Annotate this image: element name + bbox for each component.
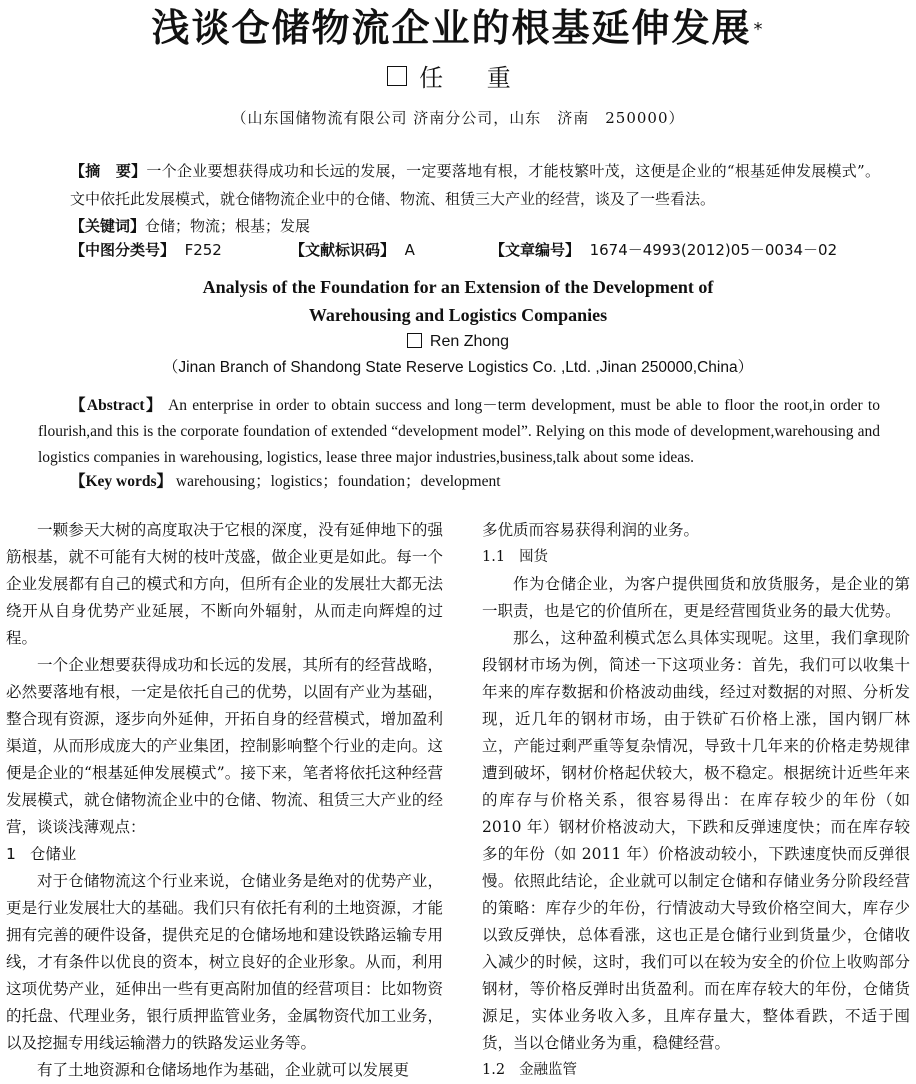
body-right-column bbox=[482, 517, 910, 1084]
article-label: 【文章编号】 bbox=[490, 241, 581, 259]
section-heading bbox=[6, 841, 443, 868]
clc-label: 【中图分类号】 bbox=[70, 241, 176, 259]
doc-label: 【文献标识码】 bbox=[290, 241, 396, 259]
english-author-box-icon bbox=[407, 333, 422, 348]
author-box-icon bbox=[387, 66, 407, 86]
body-paragraph: 多优质而容易获得利润的业务。 bbox=[482, 521, 700, 539]
abstract-cn bbox=[70, 157, 880, 213]
english-keywords-label: 【Key words】 bbox=[70, 473, 173, 490]
body-paragraph: 一个企业想要获得成功和长远的发展，其所有的经营战略，必然要落地有根，一定是依托自己的优势，以固有产业为基础，整合现有资源，逐步向外延伸，开拓自身的经营模式，增加盈利渠道，从而形成庞大的产业集团，控制影响整个行业的走向。这便是企业的“根基延伸发展模式”。接下来，笔者将依托这种经营发展模式，就仓储物流企业中的仓储、物流、租赁三大产业的经营，谈谈浅薄观点： bbox=[6, 656, 443, 836]
keywords-cn-text: 仓储；物流；根基；发展 bbox=[145, 217, 311, 235]
section-title: 仓储业 bbox=[29, 845, 77, 863]
english-title-line1: Analysis of the Foundation for an Extension of the Development of bbox=[202, 277, 714, 297]
body-paragraph: 对于仓储物流这个行业来说，仓储业务是绝对的优势产业，更是行业发展壮大的基础。我们只有依托有利的土地资源，才能拥有完善的硬件设备，提供充足的仓储场地和建设铁路运输专用线，才有条件以优良的资本，树立良好的企业形象。从而，利用这项优势产业，延伸出一些有更高附加值的经营项目：比如物资的托盘、代理业务，银行质押监管业务，金属物资代加工业务，以及挖掘专用线运输潜力的铁路发运业务等。 bbox=[6, 872, 443, 1052]
subsection-number: 1.2 bbox=[482, 1062, 506, 1078]
title-footnote-mark: * bbox=[753, 19, 765, 40]
section-number: 1 bbox=[6, 845, 16, 863]
subsection-number: 1.1 bbox=[482, 549, 506, 565]
english-keywords-text: warehousing；logistics；foundation；development bbox=[172, 473, 501, 490]
doc-code bbox=[290, 236, 415, 264]
keywords-cn-label: 【关键词】 bbox=[70, 217, 146, 235]
english-affiliation: （Jinan Branch of Shandong State Reserve Logistics Co. ,Ltd. ,Jinan 250000,China） bbox=[162, 359, 754, 376]
affiliation: （山东国储物流有限公司 济南分公司，山东 济南 250000） bbox=[231, 109, 685, 127]
article-value: 1674－4993(2012)05－0034－02 bbox=[589, 241, 838, 259]
abstract-cn-text: 一个企业要想获得成功和长远的发展，一定要落地有根，才能枝繁叶茂，这便是企业的“根基延伸发展模式”。文中依托此发展模式，就仓储物流企业中的仓储、物流、租赁三大产业的经营，谈及了一些看法。 bbox=[70, 162, 880, 208]
english-abstract bbox=[38, 393, 880, 471]
paper-title bbox=[0, 4, 916, 52]
english-author-name: Ren Zhong bbox=[429, 333, 510, 350]
clc-number bbox=[70, 236, 222, 264]
subsection-title: 囤货 bbox=[519, 549, 549, 565]
article-number bbox=[490, 236, 837, 264]
body-paragraph: 作为仓储企业，为客户提供囤货和放货服务，是企业的第一职责，也是它的价值所在，更是经营囤货业务的最大优势。 bbox=[482, 575, 910, 620]
english-author-line bbox=[0, 330, 916, 354]
body-paragraph: 有了土地资源和仓储场地作为基础，企业就可以发展更 bbox=[37, 1061, 410, 1079]
clc-value: F252 bbox=[184, 241, 222, 259]
body-left-column bbox=[6, 517, 443, 1084]
doc-value: A bbox=[404, 241, 415, 259]
abstract-cn-label: 【摘 要】 bbox=[70, 162, 147, 180]
english-abstract-text: An enterprise in order to obtain success and long－term development, must be able to floor the root,in order to flourish,and this is the corporate foundation of extended “development model”. Relying on this mode of development,warehousing and logistics companies in warehousing, logistics, lease three major industries,business,talk about some ideas. bbox=[38, 397, 880, 466]
english-keywords bbox=[70, 470, 880, 494]
subsection-heading bbox=[482, 1057, 910, 1084]
english-abstract-label: 【Abstract】 bbox=[70, 397, 163, 414]
body-paragraph: 那么，这种盈利模式怎么具体实现呢。这里，我们拿现阶段钢材市场为例，简述一下这项业务：首先，我们可以收集十年来的库存数据和价格波动曲线，经过对数据的对照、分析发现，近几年的钢材市场，由于铁矿石价格上涨，国内钢厂林立，产能过剩严重等复杂情况，导致十几年来的价格走势规律遭到破坏，钢材价格起伏较大，极不稳定。根据统计近些年来的库存与价格关系，很容易得出：在库存较少的年份（如 2010 年）钢材价格波动大，下跌和反弹速度快；而在库存较多的年份（如 2011 年）价格波动较小，下跌速度快而反弹很慢。依照此结论，企业就可以制定仓储和存储业务分阶段经营的策略：库存少的年份，行情波动大导致价格空间大，库存少以致反弹快，总体看涨，这也正是仓储行业到货量少，仓储收入减少的时候，这时，我们可以在较为安全的价位上收购部分钢材，等价格反弹时出货盈利。而在库存较大的年份，仓储货源足，实体业务收入多，且库存量大，整体看跌，不适于囤货，当以仓储业务为重，稳健经营。 bbox=[482, 629, 910, 1052]
author-line bbox=[0, 62, 916, 94]
author-name: 任 重 bbox=[419, 64, 529, 92]
english-title-line2: Warehousing and Logistics Companies bbox=[308, 305, 608, 325]
subsection-title: 金融监管 bbox=[519, 1062, 578, 1078]
body-paragraph: 一颗参天大树的高度取决于它根的深度，没有延伸地下的强筋根基，就不可能有大树的枝叶茂盛，做企业更是如此。每一个企业发展都有自己的模式和方向，但所有企业的发展壮大都无法绕开从自身优势产业延展，不断向外辐射，从而走向辉煌的过程。 bbox=[6, 521, 443, 647]
subsection-heading bbox=[482, 544, 910, 571]
title-text: 浅谈仓储物流企业的根基延伸发展 bbox=[151, 6, 752, 50]
